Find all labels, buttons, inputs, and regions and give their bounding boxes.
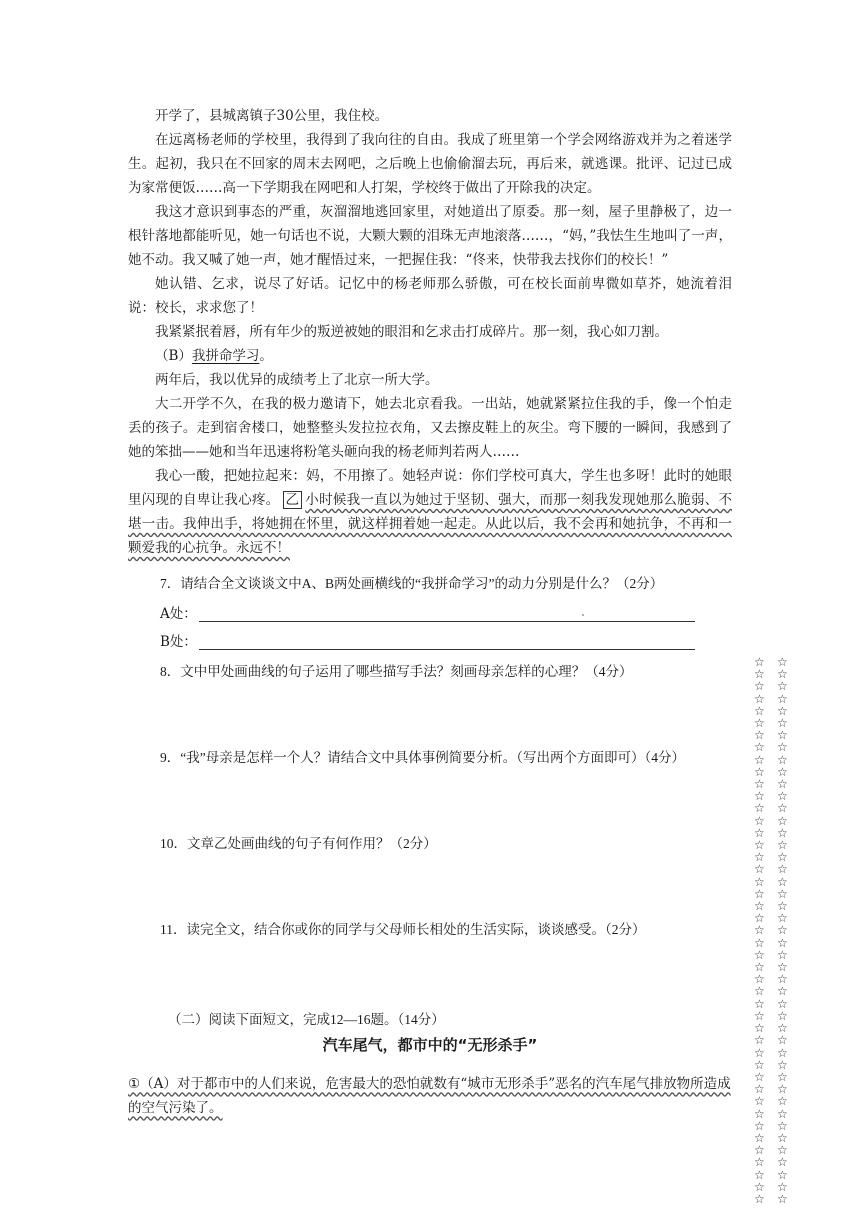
star-icon: ☆: [754, 1179, 765, 1194]
star-icon: ☆: [754, 886, 765, 901]
star-icon: ☆: [754, 801, 765, 816]
star-icon: ☆: [754, 691, 765, 706]
star-icon: ☆: [777, 825, 788, 840]
star-icon: ☆: [754, 716, 765, 731]
star-icon: ☆: [777, 1094, 788, 1109]
star-icon: ☆: [754, 703, 765, 718]
star-icon: ☆: [777, 777, 788, 792]
star-icon: ☆: [754, 972, 765, 987]
star-icon: ☆: [777, 972, 788, 987]
star-icon: ☆: [754, 923, 765, 938]
star-icon: ☆: [777, 691, 788, 706]
answer-label-b: B处：: [160, 634, 197, 650]
star-icon: ☆: [777, 1021, 788, 1036]
star-icon: ☆: [754, 850, 765, 865]
star-icon: ☆: [754, 1191, 765, 1206]
question-10: 10．文章乙处画曲线的句子有何作用？（2分）: [160, 836, 437, 851]
star-icon: ☆: [777, 703, 788, 718]
star-icon: ☆: [777, 996, 788, 1011]
passage-paragraph: 大二开学不久，在我的极力邀请下，她去北京看我。一出站，她就紧紧拉住我的手，像一个怕走丢的孩子。走到宿舍楼口，她整整头发拉拉衣角，又去擦皮鞋上的灰尘。弯下腰的一瞬间，我感到了她的笨拙——她和当年迅速将粉笔头砸向我的杨老师判若两人……: [128, 396, 732, 460]
passage-paragraph: 我这才意识到事态的严重，灰溜溜地逃回家里，对她道出了原委。那一刻，屋子里静极了，边一根针落地都能听见，她一句话也不说，大颗大颗的泪珠无声地滚落……，“妈，”我怯生生地叫了一声，她不动。我又喊了她一声，她才醒悟过来，一把握住我：“佟来，快带我去找你们的校长！”: [128, 204, 732, 268]
question-9: 9．“我”母亲是怎样一个人？请结合文中具体事例简要分析。（写出两个方面即可）（4分）: [160, 750, 685, 765]
star-icon: ☆: [777, 813, 788, 828]
passage-paragraph: 在远离杨老师的学校里，我得到了我向往的自由。我成了班里第一个学会网络游戏并为之着迷学生。起初，我只在不回家的周末去网吧，之后晚上也偷偷溜去玩，再后来，就逃课。批评、记过已成为家常便饭……高一下学期我在网吧和人打架，学校终于做出了开除我的决定。: [128, 132, 732, 196]
star-icon: ☆: [754, 1130, 765, 1145]
star-icon: ☆: [754, 1045, 765, 1060]
paragraph-text: 我心一酸，把她拉起来：妈，不用擦了。她轻声说：你们学校可真大，学生也多呀！此时的她眼里闪现的自卑让我心疼。: [128, 468, 732, 508]
star-icon: ☆: [754, 1106, 765, 1121]
star-icon: ☆: [754, 764, 765, 779]
star-icon: ☆: [754, 1167, 765, 1182]
star-icon: ☆: [777, 1118, 788, 1133]
star-icon: ☆: [754, 947, 765, 962]
star-icon: ☆: [754, 996, 765, 1011]
answer-rule[interactable]: [199, 607, 695, 622]
article-paragraph-1: [128, 1072, 732, 1120]
star-icon: ☆: [777, 728, 788, 743]
star-icon: ☆: [754, 960, 765, 975]
star-icon: ☆: [777, 874, 788, 889]
star-icon: ☆: [754, 1155, 765, 1170]
star-icon: ☆: [777, 1057, 788, 1072]
star-icon: ☆: [777, 740, 788, 755]
passage-paragraph-yi: [128, 464, 732, 560]
marker-yi-box: 乙: [283, 491, 303, 509]
underlined-sentence-b: 我拼命学习: [191, 348, 260, 364]
star-icon: ☆: [777, 886, 788, 901]
star-icon: ☆: [777, 789, 788, 804]
star-icon: ☆: [754, 862, 765, 877]
star-icon: ☆: [754, 789, 765, 804]
period: 。: [259, 348, 273, 364]
star-icon: ☆: [754, 1057, 765, 1072]
passage-paragraph-b: [128, 344, 732, 368]
reading-passage: [128, 104, 732, 560]
star-icon: ☆: [777, 923, 788, 938]
star-icon: ☆: [754, 911, 765, 926]
answer-rule[interactable]: [199, 635, 695, 650]
star-icon: ☆: [754, 752, 765, 767]
star-icon: ☆: [777, 1143, 788, 1158]
margin-star-column: [754, 656, 800, 1205]
star-icon: ☆: [777, 1069, 788, 1084]
stray-dot: [582, 614, 584, 616]
passage-paragraph: 开学了，县城离镇子30公里，我住校。: [155, 108, 389, 124]
article-title: 汽车尾气，都市中的“无形杀手”: [322, 1036, 538, 1054]
star-icon: ☆: [777, 764, 788, 779]
star-icon: ☆: [754, 1021, 765, 1036]
star-icon: ☆: [777, 1082, 788, 1097]
star-icon: ☆: [777, 1008, 788, 1023]
star-icon: ☆: [777, 1106, 788, 1121]
star-icon: ☆: [777, 984, 788, 999]
star-icon: ☆: [777, 1045, 788, 1060]
star-icon: ☆: [777, 899, 788, 914]
star-icon: ☆: [777, 655, 788, 669]
section-2-intro: （二）阅读下面短文，完成12—16题。（14分）: [168, 1012, 445, 1027]
passage-paragraph: 两年后，我以优异的成绩考上了北京一所大学。: [155, 372, 439, 388]
question-11: 11．读完全文，结合你或你的同学与父母师长相处的生活实际，谈谈感受。（2分）: [160, 922, 646, 937]
marker-b-label: （B）: [155, 348, 192, 364]
star-icon: ☆: [777, 801, 788, 816]
star-icon: ☆: [777, 752, 788, 767]
star-icon: ☆: [754, 899, 765, 914]
star-icon: ☆: [754, 874, 765, 889]
star-icon: ☆: [754, 935, 765, 950]
star-icon: ☆: [777, 667, 788, 682]
star-icon: ☆: [777, 679, 788, 694]
passage-paragraph: 我紧紧抿着唇，所有年少的叛逆被她的眼泪和乞求击打成碎片。那一刻，我心如刀割。: [155, 324, 668, 340]
star-icon: ☆: [777, 1033, 788, 1048]
star-icon: ☆: [777, 960, 788, 975]
star-icon: ☆: [754, 825, 765, 840]
question-7: 7．请结合全文谈谈文中A、B两处画横线的“我拼命学习”的动力分别是什么？（2分）: [160, 576, 664, 591]
star-icon: ☆: [754, 1118, 765, 1133]
answer-line-a: [160, 602, 695, 622]
star-icon: ☆: [777, 862, 788, 877]
star-icon: ☆: [754, 777, 765, 792]
star-icon: ☆: [754, 1143, 765, 1158]
star-icon: ☆: [777, 716, 788, 731]
star-icon: ☆: [777, 1179, 788, 1194]
wavy-underlined-sentence-yi: 小时候我一直以为她过于坚韧、强大，而那一刻我发现她那么脆弱、不堪一击。我伸出手，将她拥在怀里，就这样拥着她一起走。从此以后，我不会再和她抗争，不再和一颗爱我的心抗争。永远不！: [128, 492, 733, 556]
star-icon: ☆: [754, 679, 765, 694]
star-icon: ☆: [777, 1130, 788, 1145]
star-icon: ☆: [754, 1069, 765, 1084]
star-icon: ☆: [754, 1008, 765, 1023]
star-icon: ☆: [777, 1155, 788, 1170]
star-icon: ☆: [754, 984, 765, 999]
star-icon: ☆: [754, 667, 765, 682]
star-icon: ☆: [777, 947, 788, 962]
star-icon: ☆: [777, 838, 788, 853]
answer-label-a: A处：: [160, 606, 197, 622]
star-icon: ☆: [754, 655, 765, 669]
star-icon: ☆: [754, 1082, 765, 1097]
question-8: 8．文中甲处画曲线的句子运用了哪些描写手法？刻画母亲怎样的心理？（4分）: [160, 664, 633, 679]
passage-paragraph: 她认错、乞求，说尽了好话。记忆中的杨老师那么骄傲，可在校长面前卑微如草芥，她流着泪说：校长，求求您了！: [128, 276, 732, 316]
star-icon: ☆: [754, 728, 765, 743]
star-icon: ☆: [754, 1033, 765, 1048]
star-icon: ☆: [777, 911, 788, 926]
answer-line-b: [160, 630, 695, 650]
star-icon: ☆: [754, 1094, 765, 1109]
star-icon: ☆: [777, 1191, 788, 1206]
star-icon: ☆: [754, 838, 765, 853]
wavy-underlined-sentence-a: ①（A）对于都市中的人们来说，危害最大的恐怕就数有“城市无形杀手”恶名的汽车尾气排放物所造成的空气污染了。: [128, 1075, 731, 1116]
star-icon: ☆: [777, 935, 788, 950]
star-icon: ☆: [777, 1167, 788, 1182]
star-icon: ☆: [754, 813, 765, 828]
star-icon: ☆: [777, 850, 788, 865]
star-icon: ☆: [754, 740, 765, 755]
